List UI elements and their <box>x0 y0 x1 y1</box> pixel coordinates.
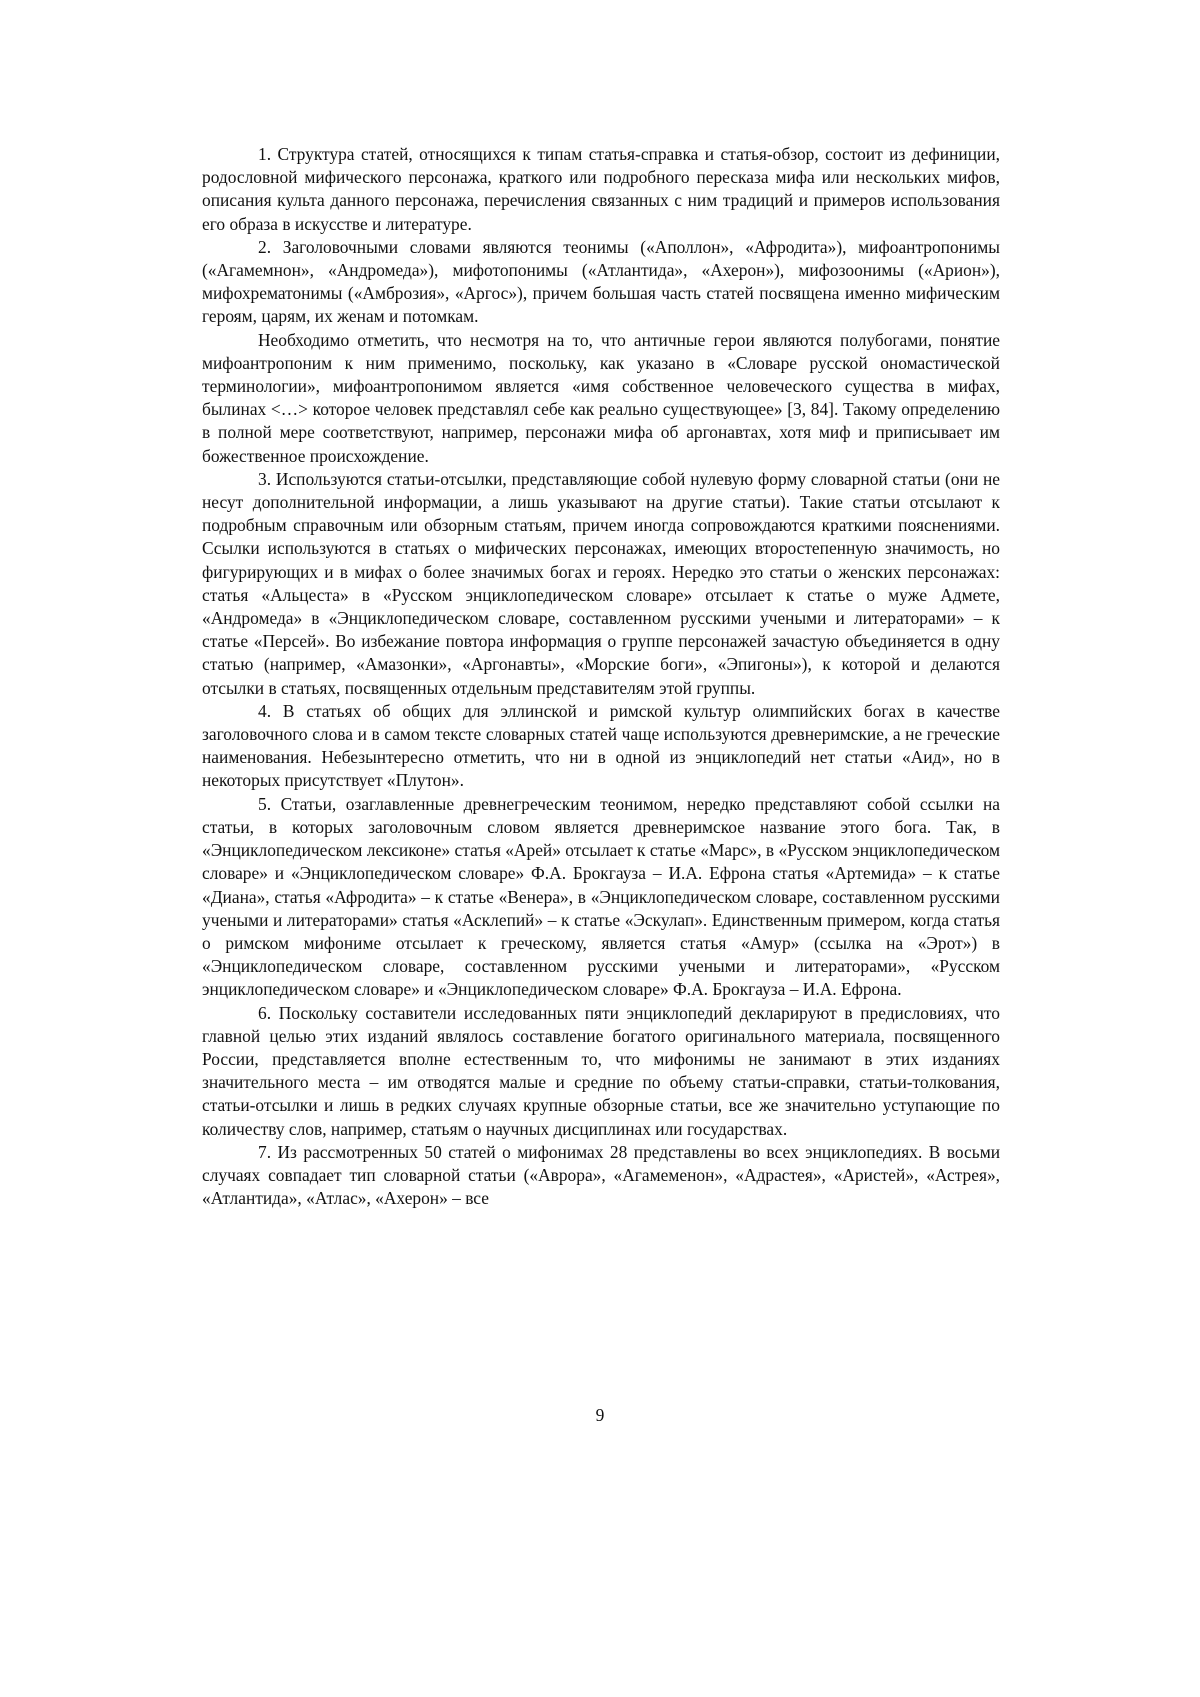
paragraph-greek-theonyms: 5. Статьи, озаглавленные древнегреческим теонимом, нередко представляют собой ссылки на статьи, в которых заголовочным словом является древнеримское название этого бога. Так, в «Энциклопедическом лексиконе» статья «Арей» отсылает к статье «Марс», в «Русском энциклопедическом словаре» и «Энциклопедическом словаре» Ф.А. Брокгауза – И.А. Ефрона статья «Артемида» – к статье «Диана», статья «Афродита» – к статье «Венера», в «Энциклопедическом словаре, составленном русскими учеными и литераторами» статья «Асклепий» – к статье «Эскулап». Единственным примером, когда статья о римском мифониме отсылает к греческому, является статья «Амур» (ссылка на «Эрот») в «Энциклопедическом словаре, составленном русскими учеными и литераторами», «Русском энциклопедическом словаре» и «Энциклопедическом словаре» Ф.А. Брокгауза – И.А. Ефрона. <box>202 793 1000 1002</box>
paragraph-olympian-gods: 4. В статьях об общих для эллинской и римской культур олимпийских богах в качестве заголовочного слова и в самом тексте словарных статей чаще используются древнеримские, а не греческие наименования. Небезынтересно отметить, что ни в одной из энциклопедий нет статьи «Аид», но в некоторых присутствует «Плутон». <box>202 700 1000 793</box>
paragraph-structure: 1. Структура статей, относящихся к типам статья-справка и статья-обзор, состоит из дефиниции, родословной мифического персонажа, краткого или подробного пересказа мифа или нескольких мифов, описания культа данного персонажа, перечисления связанных с ним традиций и примеров использования его образа в искусстве и литературе. <box>202 143 1000 236</box>
body-text <box>202 143 1000 1210</box>
paragraph-reference-articles: 3. Используются статьи-отсылки, представляющие собой нулевую форму словарной статьи (они не несут дополнительной информации, а лишь указывают на другие статьи). Такие статьи отсылают к подробным справочным или обзорным статьям, причем иногда сопровождаются краткими пояснениями. Ссылки используются в статьях о мифических персонажах, имеющих второстепенную значимость, но фигурирующих и в мифах о более значимых богах и героях. Нередко это статьи о женских персонажах: статья «Альцеста» в «Русском энциклопедическом словаре» отсылает к статье о муже Адмете, «Андромеда» в «Энциклопедическом словаре, составленном русскими учеными и литераторами» – к статье «Персей». Во избежание повтора информация о группе персонажей зачастую объединяется в одну статью (например, «Амазонки», «Аргонавты», «Морские боги», «Эпигоны»), к которой и делаются отсылки в статьях, посвященных отдельным представителям этой группы. <box>202 468 1000 700</box>
document-page <box>0 0 1200 1697</box>
paragraph-mythoanthroponym-note: Необходимо отметить, что несмотря на то, что античные герои являются полубогами, понятие мифоантропоним к ним применимо, поскольку, как указано в «Словаре русской ономастической терминологии», мифоантропонимом является «имя собственное человеческого существа в мифах, былинах <…> которое человек представлял себе как реально существующее» [3, 84]. Такому определению в полной мере соответствуют, например, персонажи мифа об аргонавтах, хотя миф и приписывает им божественное происхождение. <box>202 329 1000 468</box>
paragraph-encyclopedia-goals: 6. Поскольку составители исследованных пяти энциклопедий декларируют в предисловиях, что главной целью этих изданий являлось составление богатого оригинального материала, посвященного России, представляется вполне естественным то, что мифонимы не занимают в этих изданиях значительного места – им отводятся малые и средние по объему статьи-справки, статьи-толкования, статьи-отсылки и лишь в редких случаях крупные обзорные статьи, все же значительно уступающие по количеству слов, например, статьям о научных дисциплинах или государствах. <box>202 1002 1000 1141</box>
paragraph-headwords: 2. Заголовочными словами являются теонимы («Аполлон», «Афродита»), мифоантропонимы («Агамемнон», «Андромеда»), мифотопонимы («Атлантида», «Ахерон»), мифозоонимы («Арион»), мифохрематонимы («Амброзия», «Аргос»), причем большая часть статей посвящена именно мифическим героям, царям, их женам и потомкам. <box>202 236 1000 329</box>
page-number: 9 <box>0 1405 1200 1426</box>
paragraph-fifty-articles: 7. Из рассмотренных 50 статей о мифонимах 28 представлены во всех энциклопедиях. В восьми случаях совпадает тип словарной статьи («Аврора», «Агамеменон», «Адрастея», «Аристей», «Астрея», «Атлантида», «Атлас», «Ахерон» – все <box>202 1141 1000 1211</box>
